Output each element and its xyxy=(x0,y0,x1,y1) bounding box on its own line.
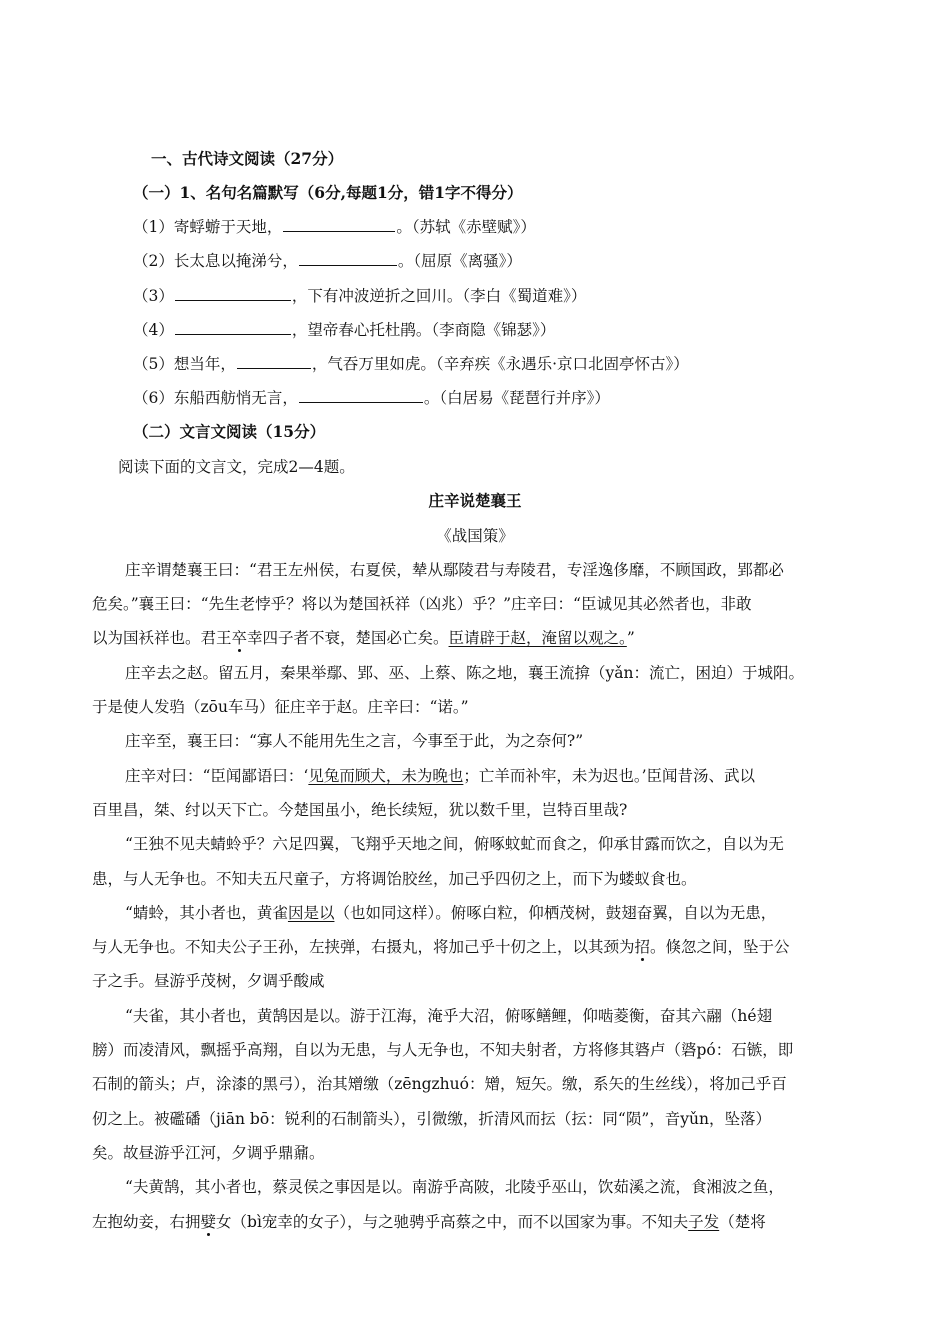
para-7-line-2: 膀）而凌清风，飘摇乎高翔，自以为无患，与人无争也，不知夫射者，方将修其碆卢（碆pó：石镞，即 xyxy=(92,1041,794,1059)
item-4-blank xyxy=(175,319,291,335)
text-run: “蜻蛉，其小者也，黄雀 xyxy=(125,904,288,922)
item-3-blank xyxy=(175,285,291,301)
emphasized-char: 卒 xyxy=(231,629,248,647)
para-1-line-3 xyxy=(92,627,635,649)
text-run: 与人无争也。不知夫公子王孙，左挟弹，右摄丸，将加己乎十仞之上，以其颈为 xyxy=(92,938,635,956)
text-run: 女（bì宠幸的女子），与之驰骋乎高蔡之中，而不以国家为事。不知夫 xyxy=(216,1213,689,1231)
para-1-line-2: 危矣。”襄王曰：“先生老悖乎？将以为楚国袄祥（凶兆）乎？”庄辛曰：“臣诚见其必然者也，非敢 xyxy=(92,595,752,613)
text-run: ；亡羊而补牢，未为迟也。’臣闻昔汤、武以 xyxy=(463,767,756,785)
item-3-suffix: ，下有冲波逆折之回川。（李白《蜀道难》） xyxy=(291,287,587,305)
underlined-phrase: 因是以 xyxy=(287,904,335,922)
section-title: 一、古代诗文阅读（27分） xyxy=(151,149,344,168)
text-run: 左抱幼妾，右拥 xyxy=(92,1213,201,1231)
item-3-prefix: （3） xyxy=(133,287,174,305)
item-5-prefix: （5）想当年， xyxy=(133,355,236,373)
dictation-item-3 xyxy=(133,285,586,307)
para-4-line-2: 百里昌，桀、纣以天下亡。今楚国虽小，绝长续短，犹以数千里，岂特百里哉? xyxy=(92,801,628,819)
para-6-line-3: 子之手。昼游乎茂树，夕调乎酸咸 xyxy=(92,972,325,990)
para-7-line-4: 仞之上。被礛磻（jiān bō：锐利的石制箭头），引微缴，折清风而抎（抎：同“陨”，音yǔn，坠落） xyxy=(92,1110,771,1128)
para-6-line-2 xyxy=(92,936,790,958)
para-6-line-1 xyxy=(125,902,776,924)
item-5-suffix: ，气吞万里如虎。（辛弃疾《永遇乐·京口北固亭怀古》） xyxy=(311,355,689,373)
para-2-line-1: 庄辛去之赵。留五月，秦果举鄢、郢、巫、上蔡、陈之地，襄王流揜（yǎn：流亡，困迫）于城阳。 xyxy=(125,664,804,682)
item-1-suffix: 。（苏轼《赤壁赋》） xyxy=(396,218,536,236)
text-run: ” xyxy=(626,629,635,647)
item-6-prefix: （6）东船西舫悄无言， xyxy=(133,389,298,407)
dictation-item-5 xyxy=(133,353,689,375)
para-7-line-5: 矣。故昼游乎江河，夕调乎鼎鼐。 xyxy=(92,1144,325,1162)
para-7-line-1: “夫雀，其小者也，黄鹄因是以。游于江海，淹乎大沼，俯啄鳝鲤，仰啮菱衡，奋其六翮（hé翅 xyxy=(125,1007,773,1025)
para-3-line-1: 庄辛至，襄王曰：“寡人不能用先生之言，今事至于此，为之奈何?” xyxy=(125,732,584,750)
text-run: 庄辛对曰：“臣闻鄙语曰：‘ xyxy=(125,767,309,785)
item-6-suffix: 。（白居易《琵琶行并序》） xyxy=(423,389,610,407)
emphasized-char: 招 xyxy=(634,938,651,956)
item-5-blank xyxy=(237,353,311,369)
dictation-item-4 xyxy=(133,319,555,341)
para-5-line-2: 患，与人无争也。不知夫五尺童子，方将调饴胶丝，加己乎四仞之上，而下为蝼蚁食也。 xyxy=(92,870,697,888)
para-1-line-1: 庄辛谓楚襄王曰：“君王左州侯，右夏侯，辇从鄢陵君与寿陵君，专淫逸侈靡，不顾国政，郢都必 xyxy=(125,561,784,579)
text-run: 以为国袄祥也。君王 xyxy=(92,629,232,647)
article-title: 庄辛说楚襄王 xyxy=(428,491,522,510)
item-2-blank xyxy=(299,250,397,266)
text-run: （也如同这样）。俯啄白粒，仰栖茂树，鼓翅奋翼，自以为无患， xyxy=(334,904,777,922)
underlined-sentence: 臣请辟于赵，淹留以观之。 xyxy=(448,629,627,647)
item-4-prefix: （4） xyxy=(133,321,174,339)
text-run: （楚将 xyxy=(719,1213,766,1231)
para-2-line-2: 于是使人发驺（zōu车马）征庄辛于赵。庄辛曰：“诺。” xyxy=(92,698,469,716)
part2-title: （二）文言文阅读（15分） xyxy=(133,422,326,441)
emphasized-char: 嬖 xyxy=(200,1213,217,1231)
dictation-item-6 xyxy=(133,387,610,409)
dictation-item-1 xyxy=(133,216,536,238)
para-5-line-1: “王独不见夫蜻蛉乎？六足四翼，飞翔乎天地之间，俯啄蚊虻而食之，仰承甘露而饮之，自以为无 xyxy=(125,835,784,853)
part1-title: （一）1、名句名篇默写（6分,每题1分，错1字不得分） xyxy=(133,183,523,202)
dictation-item-2 xyxy=(133,250,522,272)
para-4-line-1 xyxy=(125,765,755,787)
para-8-line-2 xyxy=(92,1211,766,1233)
text-run: 。倏忽之间，坠于公 xyxy=(650,938,790,956)
instruction-text: 阅读下面的文言文，完成2—4题。 xyxy=(118,458,355,476)
text-run: 幸四子者不衰，楚国必亡矣。 xyxy=(247,629,449,647)
item-1-blank xyxy=(283,216,395,232)
underlined-phrase: 子发 xyxy=(688,1213,720,1231)
para-7-line-3: 石制的箭头；卢，涂漆的黑弓），治其矰缴（zēngzhuó：矰，短矢。缴，系矢的生丝线），将加己乎百 xyxy=(92,1075,787,1093)
item-2-prefix: （2）长太息以掩涕兮， xyxy=(133,252,298,270)
item-6-blank xyxy=(299,387,423,403)
item-4-suffix: ，望帝春心托杜鹃。（李商隐《锦瑟》） xyxy=(291,321,556,339)
para-8-line-1: “夫黄鹄，其小者也，蔡灵侯之事因是以。南游乎高陂，北陵乎巫山，饮茹溪之流，食湘波之鱼， xyxy=(125,1178,784,1196)
item-1-prefix: （1）寄蜉蝣于天地， xyxy=(133,218,283,236)
underlined-sentence: 见兔而顾犬，未为晚也 xyxy=(308,767,464,785)
item-2-suffix: 。（屈原《离骚》） xyxy=(397,252,522,270)
article-source: 《战国策》 xyxy=(436,527,514,545)
